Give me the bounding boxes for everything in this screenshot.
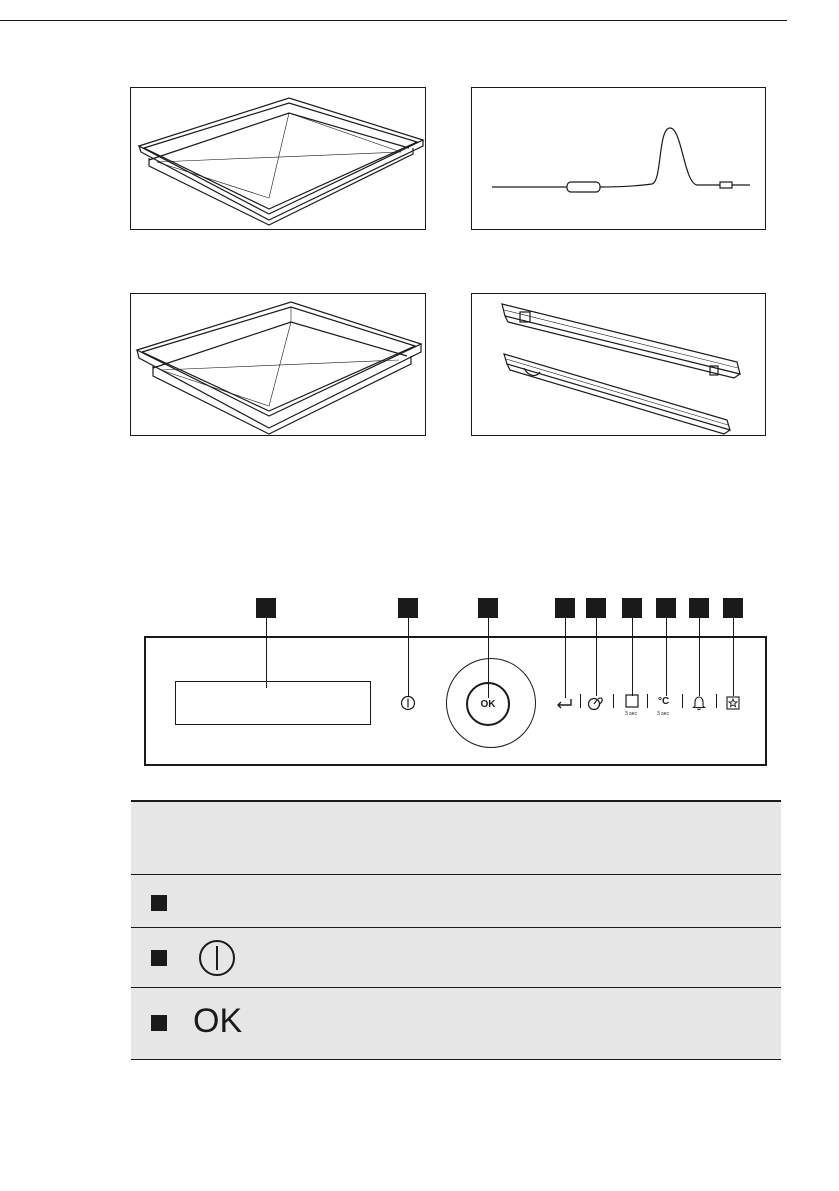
separator (647, 694, 648, 708)
temperature-caption: 3 sec (657, 711, 669, 717)
row-marker (151, 1015, 167, 1031)
power-icon (197, 937, 237, 979)
table-row (131, 928, 781, 988)
heating-functions-icon (587, 695, 605, 711)
back-button[interactable] (553, 692, 575, 714)
ok-button[interactable] (466, 682, 510, 726)
temperature-button[interactable]: °C (658, 696, 670, 707)
callout-marker-2 (398, 598, 418, 618)
power-icon (400, 695, 416, 711)
back-arrow-icon (555, 696, 573, 710)
telescopic-runners-drawing (472, 294, 767, 437)
top-rule (0, 20, 787, 21)
ok-button-label: OK (480, 698, 496, 710)
callout-marker-4 (555, 598, 575, 618)
deep-pan-illustration (130, 293, 426, 436)
favourites-star-icon (726, 696, 740, 710)
minute-minder-bell-icon (692, 695, 706, 711)
table-row (131, 875, 781, 928)
callout-marker-3 (478, 598, 498, 618)
ok-symbol: OK (193, 1002, 243, 1040)
heating-functions-button[interactable] (585, 692, 607, 714)
row-marker (151, 895, 167, 911)
callout-marker-8 (689, 598, 709, 618)
baking-tray-illustration (130, 87, 426, 230)
table-row (131, 988, 781, 1060)
separator (613, 694, 614, 708)
separator (580, 694, 581, 708)
favourites-button[interactable] (722, 692, 744, 714)
callout-marker-7 (656, 598, 676, 618)
callout-marker-5 (586, 598, 606, 618)
telescopic-runners-illustration (471, 293, 766, 436)
timer-button[interactable] (621, 690, 643, 712)
timer-caption: 3 sec (625, 711, 637, 717)
separator (682, 694, 683, 708)
separator (716, 694, 717, 708)
table-header-row (131, 800, 781, 875)
callout-marker-9 (723, 598, 743, 618)
minute-minder-button[interactable] (688, 692, 710, 714)
control-panel-table (131, 800, 781, 1060)
deep-pan-drawing (131, 294, 427, 437)
core-temperature-sensor-drawing (472, 88, 767, 231)
callout-marker-6 (622, 598, 642, 618)
row-marker (151, 950, 167, 966)
callout-marker-1 (256, 598, 276, 618)
baking-tray-drawing (131, 88, 427, 231)
core-temperature-sensor-illustration (471, 87, 766, 230)
display (175, 681, 371, 725)
power-button[interactable] (397, 692, 419, 714)
timer-icon (625, 694, 639, 708)
